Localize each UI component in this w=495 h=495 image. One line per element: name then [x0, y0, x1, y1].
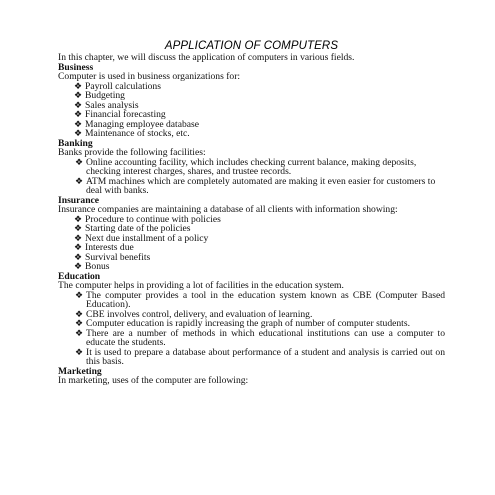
business-list: [58, 82, 445, 139]
business-lead: Computer is used in business organizations for:: [58, 71, 241, 83]
list-item: ❖ Payroll calculations: [73, 80, 161, 92]
diamond-bullet-icon: ❖: [73, 118, 83, 129]
list-item: ❖ Online accounting facility, which includes checking current balance, making deposits, checking interest charges, shares, and trustee records.: [74, 156, 417, 178]
page-title: APPLICATION OF COMPUTERS: [164, 40, 339, 52]
insurance-lead: Insurance companies are maintaining a database of all clients with information showing:: [58, 204, 398, 216]
business-heading: Business: [58, 61, 94, 73]
diamond-bullet-icon: ❖: [73, 261, 83, 272]
diamond-bullet-icon: ❖: [74, 308, 84, 319]
list-item: ❖ Budgeting: [73, 90, 125, 102]
education-heading: Education: [58, 270, 101, 282]
list-item: ❖ Procedure to continue with policies: [73, 213, 221, 225]
insurance-list: [58, 215, 445, 272]
education-lead: The computer helps in providing a lot of facilities in the education system.: [58, 280, 344, 292]
list-item: ❖ There are a number of methods in which educational institutions can use a computer to educate the students.: [74, 327, 445, 349]
diamond-bullet-icon: ❖: [73, 128, 83, 139]
diamond-bullet-icon: ❖: [73, 242, 83, 253]
diamond-bullet-icon: ❖: [74, 156, 84, 167]
diamond-bullet-icon: ❖: [73, 251, 83, 262]
list-item: ❖ Computer education is rapidly increasing the graph of number of computer students.: [74, 318, 410, 330]
diamond-bullet-icon: ❖: [73, 80, 83, 91]
list-item: ❖ ATM machines which are completely automated are making it even easier for customers to deal with banks.: [74, 175, 436, 197]
list-item: ❖ Financial forecasting: [73, 109, 166, 121]
intro-paragraph: In this chapter, we will discuss the application of computers in various fields.: [58, 52, 355, 63]
diamond-bullet-icon: ❖: [73, 90, 83, 101]
banking-lead: Banks provide the following facilities:: [58, 147, 206, 159]
diamond-bullet-icon: ❖: [73, 223, 83, 234]
diamond-bullet-icon: ❖: [73, 99, 83, 110]
list-item: ❖ Bonus: [73, 261, 110, 273]
list-item: ❖ Sales analysis: [73, 99, 139, 111]
list-item: ❖ The computer provides a tool in the education system known as CBE (Computer Based Education).: [74, 289, 445, 311]
diamond-bullet-icon: ❖: [73, 109, 83, 120]
insurance-heading: Insurance: [58, 194, 100, 206]
diamond-bullet-icon: ❖: [73, 232, 83, 243]
list-item: ❖ Next due installment of a policy: [73, 232, 209, 244]
list-item: ❖ Starting date of the policies: [73, 223, 191, 235]
education-list: [58, 291, 445, 367]
list-item: ❖ It is used to prepare a database about performance of a student and analysis is carried out on this basis.: [74, 346, 445, 368]
banking-heading: Banking: [58, 137, 93, 149]
diamond-bullet-icon: ❖: [74, 175, 84, 186]
diamond-bullet-icon: ❖: [74, 289, 84, 300]
list-item: ❖ CBE involves control, delivery, and evaluation of learning.: [74, 308, 313, 320]
list-item: ❖ Maintenance of stocks, etc.: [73, 128, 190, 140]
diamond-bullet-icon: ❖: [74, 346, 84, 357]
marketing-heading: Marketing: [58, 365, 102, 377]
list-item: ❖ Survival benefits: [73, 251, 151, 263]
list-item: ❖ Interests due: [73, 242, 134, 254]
list-item: ❖ Managing employee database: [73, 118, 200, 130]
banking-list: [58, 158, 445, 196]
marketing-lead: In marketing, uses of the computer are following:: [58, 375, 249, 387]
diamond-bullet-icon: ❖: [74, 318, 84, 329]
diamond-bullet-icon: ❖: [74, 327, 84, 338]
diamond-bullet-icon: ❖: [73, 213, 83, 224]
